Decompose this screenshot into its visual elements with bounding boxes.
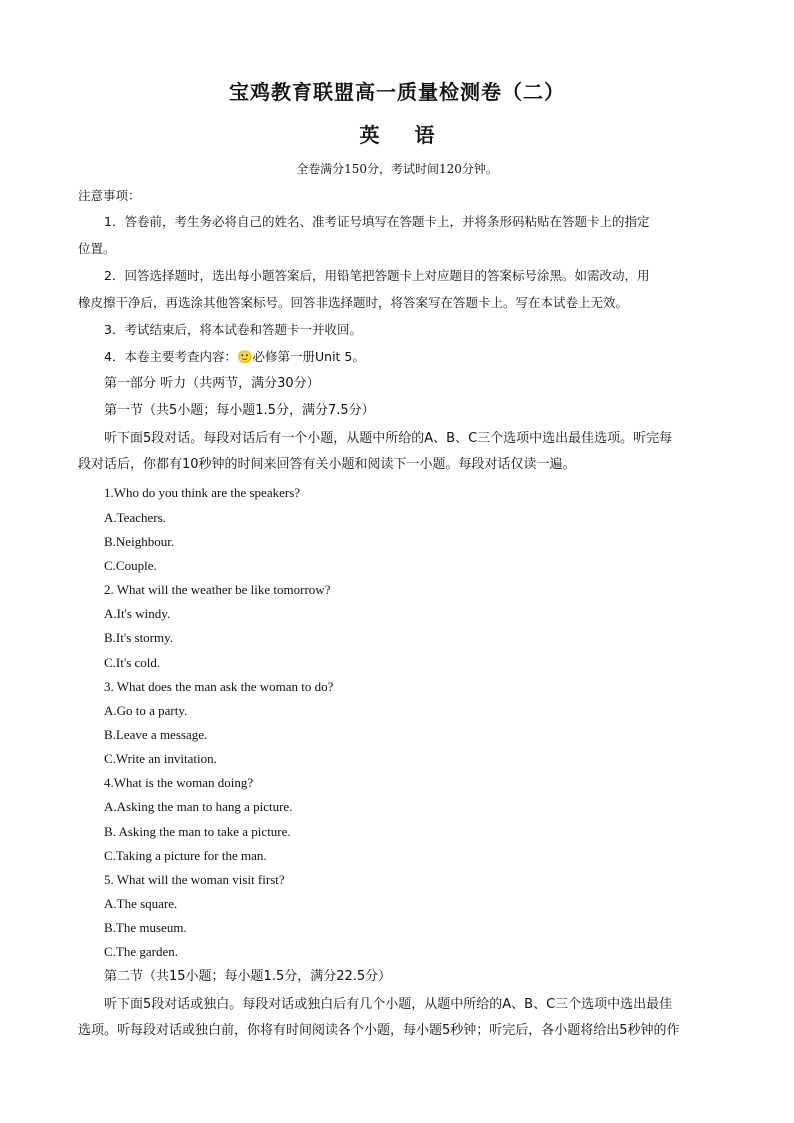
section1-instruction: 段对话后，你都有10秒钟的时间来回答有关小题和阅读下一小题。每段对话仅读一遍。 xyxy=(78,457,576,472)
question-4: 4.What is the woman doing? xyxy=(104,775,254,790)
subject-title: 英 语 xyxy=(359,123,449,147)
option: A.The square. xyxy=(104,896,178,911)
option: A.It's windy. xyxy=(104,606,171,621)
option: C.Write an invitation. xyxy=(104,751,217,766)
section1-heading: 第一节（共5小题；每小题1.5分，满分7.5分） xyxy=(104,403,375,418)
section2-instruction: 听下面5段对话或独白。每段对话或独白后有几个小题，从题中所给的A、B、C三个选项中选出最佳 xyxy=(104,997,673,1012)
part1-heading: 第一部分 听力（共两节，满分30分） xyxy=(104,376,320,391)
option: B.The museum. xyxy=(104,920,187,935)
option: C.It's cold. xyxy=(104,655,161,670)
question-2: 2. What will the weather be like tomorrow? xyxy=(104,582,331,597)
notice-item: 2．回答选择题时，选出每小题答案后，用铅笔把答题卡上对应题目的答案标号涂黑。如需改动，用 xyxy=(104,268,650,283)
section2-heading: 第二节（共15小题；每小题1.5分，满分22.5分） xyxy=(104,969,392,984)
question-5: 5. What will the woman visit first? xyxy=(104,872,285,887)
option: B.It's stormy. xyxy=(104,630,174,645)
option: A.Teachers. xyxy=(104,510,166,525)
section2-instruction: 选项。听每段对话或独白前，你将有时间阅读各个小题，每小题5秒钟；听完后，各小题将给出5秒钟的作 xyxy=(78,1023,680,1038)
option: C.The garden. xyxy=(104,944,179,959)
option: A.Asking the man to hang a picture. xyxy=(104,799,293,814)
option: C.Taking a picture for the man. xyxy=(104,848,267,863)
notice-item: 4．本卷主要考查内容：🙂必修第一册Unit 5。 xyxy=(104,349,365,364)
section1-instruction: 听下面5段对话。每段对话后有一个小题，从题中所给的A、B、C三个选项中选出最佳选项。听完每 xyxy=(104,431,673,446)
question-1: 1.Who do you think are the speakers? xyxy=(104,485,301,500)
notice-item: 橡皮擦干净后，再选涂其他答案标号。回答非选择题时，将答案写在答题卡上。写在本试卷上无效。 xyxy=(78,295,629,310)
notice-item: 位置。 xyxy=(78,241,116,256)
notice-item: 3．考试结束后，将本试卷和答题卡一并收回。 xyxy=(104,322,362,337)
score-info: 全卷满分150分，考试时间120分钟。 xyxy=(296,162,498,176)
option: C.Couple. xyxy=(104,558,157,573)
notice-item: 1．答卷前，考生务必将自己的姓名、准考证号填写在答题卡上，并将条形码粘贴在答题卡上的指定 xyxy=(104,214,650,229)
option: A.Go to a party. xyxy=(104,703,188,718)
option: B.Leave a message. xyxy=(104,727,208,742)
notice-heading: 注意事项： xyxy=(78,188,141,203)
option: B. Asking the man to take a picture. xyxy=(104,824,291,839)
exam-title: 宝鸡教育联盟高一质量检测卷（二） xyxy=(229,80,565,104)
option: B.Neighbour. xyxy=(104,534,175,549)
question-3: 3. What does the man ask the woman to do? xyxy=(104,679,334,694)
